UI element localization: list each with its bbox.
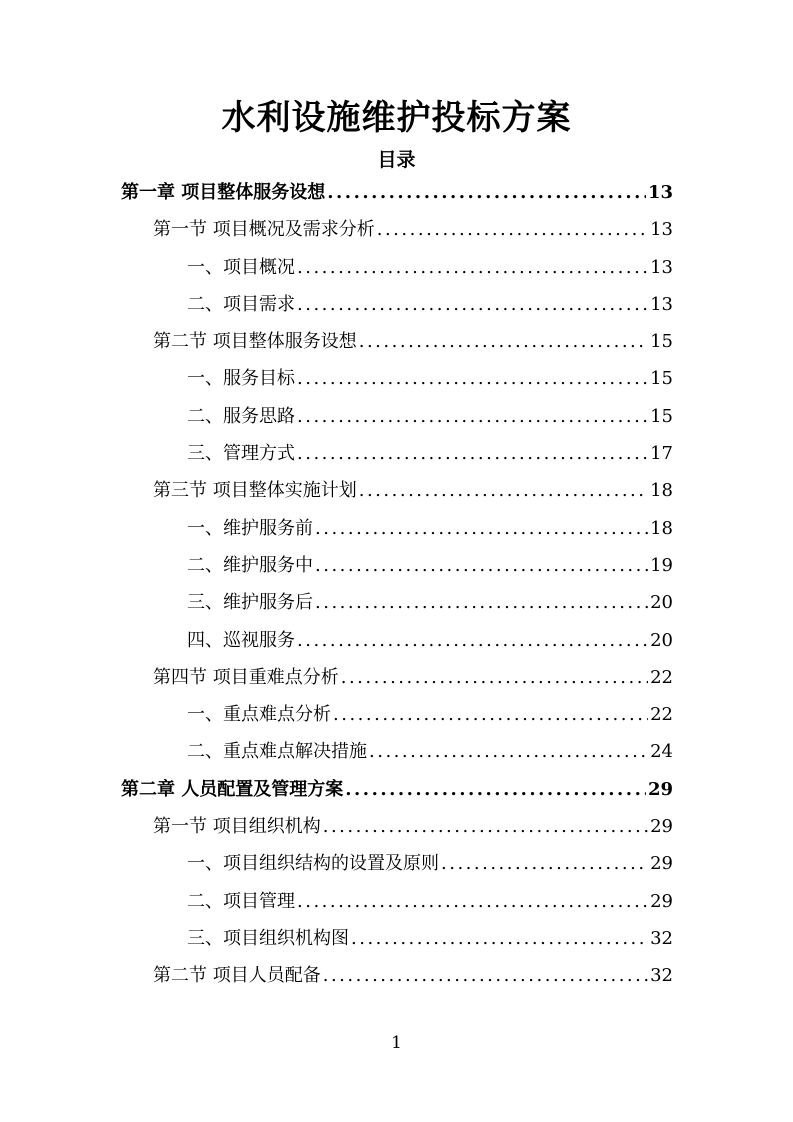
toc-entry-page: 29 (650, 816, 673, 838)
toc-entry-label: 一、项目概况 (187, 256, 295, 278)
toc-entry-label: 第一节 项目概况及需求分析 (153, 219, 375, 241)
toc-entry-page: 32 (650, 927, 673, 949)
toc-entry-page: 32 (650, 965, 673, 987)
toc-subsection-entry[interactable] (121, 733, 673, 770)
toc-entry-page: 24 (650, 741, 673, 763)
toc-entry-page: 18 (650, 517, 673, 539)
toc-section-entry[interactable] (121, 472, 673, 509)
toc-dot-leader (359, 472, 648, 509)
toc-subsection-entry[interactable] (121, 360, 673, 397)
toc-entry-page: 19 (650, 554, 673, 576)
toc-entry-page: 13 (647, 182, 673, 203)
toc-entry-label: 三、维护服务后 (187, 592, 313, 614)
toc-entry-page: 13 (650, 293, 673, 315)
toc-entry-page: 22 (650, 666, 673, 688)
toc-section-entry[interactable] (121, 957, 673, 994)
toc-subsection-entry[interactable] (121, 696, 673, 733)
toc-subsection-entry[interactable] (121, 547, 673, 584)
toc-entry-label: 第三节 项目整体实施计划 (153, 480, 357, 502)
toc-dot-leader (323, 808, 648, 845)
toc-dot-leader (327, 174, 646, 211)
toc-dot-leader (297, 360, 648, 397)
toc-entry-label: 第一节 项目组织机构 (153, 816, 321, 838)
toc-entry-page: 13 (650, 256, 673, 278)
toc-entry-label: 第一章 项目整体服务设想 (121, 182, 326, 203)
toc-entry-page: 20 (650, 592, 673, 614)
toc-entry-page: 29 (650, 890, 673, 912)
toc-subsection-entry[interactable] (121, 883, 673, 920)
toc-dot-leader (297, 883, 648, 920)
toc-entry-label: 第四节 项目重难点分析 (153, 666, 339, 688)
toc-dot-leader (315, 547, 648, 584)
toc-entry-label: 二、服务思路 (187, 405, 295, 427)
toc-entry-page: 18 (650, 480, 673, 502)
toc-chapter-entry[interactable] (121, 174, 673, 211)
toc-section-entry[interactable] (121, 323, 673, 360)
toc-subsection-entry[interactable] (121, 249, 673, 286)
toc-entry-page: 15 (650, 405, 673, 427)
table-of-contents (121, 174, 673, 995)
toc-dot-leader (297, 622, 648, 659)
toc-entry-page: 29 (650, 853, 673, 875)
toc-section-entry[interactable] (121, 211, 673, 248)
toc-entry-page: 29 (647, 778, 673, 800)
toc-dot-leader (351, 920, 648, 957)
toc-dot-leader (297, 435, 648, 472)
toc-entry-page: 20 (650, 629, 673, 651)
toc-entry-page: 17 (650, 443, 673, 465)
toc-subsection-entry[interactable] (121, 584, 673, 621)
toc-dot-leader (297, 249, 648, 286)
toc-entry-label: 二、维护服务中 (187, 554, 313, 576)
toc-entry-label: 三、管理方式 (187, 443, 295, 465)
toc-subsection-entry[interactable] (121, 510, 673, 547)
toc-entry-label: 一、服务目标 (187, 368, 295, 390)
toc-dot-leader (333, 696, 648, 733)
toc-subsection-entry[interactable] (121, 435, 673, 472)
toc-entry-label: 一、重点难点分析 (187, 704, 331, 726)
toc-subsection-entry[interactable] (121, 920, 673, 957)
toc-dot-leader (369, 733, 648, 770)
toc-dot-leader (441, 845, 648, 882)
toc-entry-label: 一、维护服务前 (187, 517, 313, 539)
toc-entry-label: 第二节 项目整体服务设想 (153, 331, 357, 353)
toc-subsection-entry[interactable] (121, 286, 673, 323)
toc-dot-leader (359, 323, 648, 360)
toc-entry-label: 三、项目组织机构图 (187, 927, 349, 949)
toc-entry-label: 二、项目需求 (187, 293, 295, 315)
toc-entry-page: 22 (650, 704, 673, 726)
toc-dot-leader (341, 659, 648, 696)
toc-entry-label: 第二节 项目人员配备 (153, 965, 321, 987)
toc-entry-page: 13 (650, 219, 673, 241)
toc-entry-page: 15 (650, 368, 673, 390)
toc-dot-leader (297, 286, 648, 323)
toc-dot-leader (323, 957, 648, 994)
toc-entry-label: 二、重点难点解决措施 (187, 741, 367, 763)
toc-dot-leader (315, 584, 648, 621)
toc-subsection-entry[interactable] (121, 398, 673, 435)
page-number: 1 (391, 1033, 402, 1053)
toc-section-entry[interactable] (121, 808, 673, 845)
toc-entry-label: 二、项目管理 (187, 890, 295, 912)
toc-subsection-entry[interactable] (121, 622, 673, 659)
toc-dot-leader (345, 771, 646, 808)
toc-dot-leader (377, 211, 648, 248)
toc-heading: 目录 (377, 149, 416, 171)
toc-entry-label: 第二章 人员配置及管理方案 (121, 778, 344, 800)
toc-chapter-entry[interactable] (121, 771, 673, 808)
toc-dot-leader (297, 398, 648, 435)
toc-entry-page: 15 (650, 331, 673, 353)
toc-dot-leader (315, 510, 648, 547)
toc-entry-label: 一、项目组织结构的设置及原则 (187, 853, 439, 875)
toc-subsection-entry[interactable] (121, 845, 673, 882)
toc-entry-label: 四、巡视服务 (187, 629, 295, 651)
toc-section-entry[interactable] (121, 659, 673, 696)
document-title: 水利设施维护投标方案 (221, 98, 572, 138)
